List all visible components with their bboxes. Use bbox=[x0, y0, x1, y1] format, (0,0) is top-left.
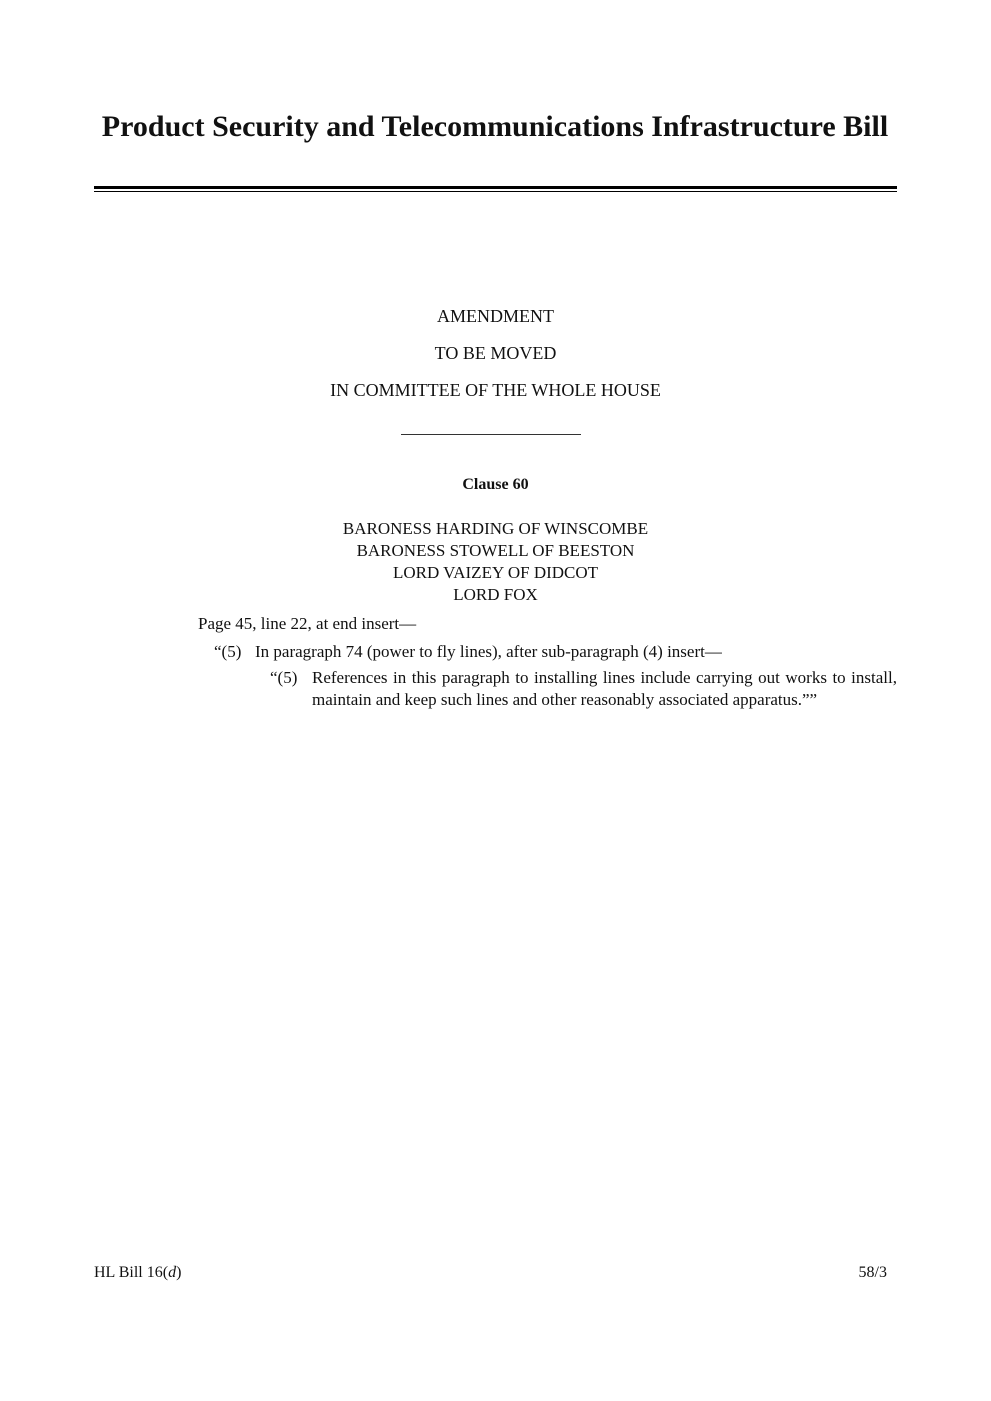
amendment-paragraph-1 bbox=[214, 641, 904, 663]
paragraph-number: “(5) bbox=[270, 668, 298, 687]
heading-committee: IN COMMITTEE OF THE WHOLE HOUSE bbox=[330, 380, 661, 400]
bill-ref-prefix: HL Bill 16( bbox=[94, 1264, 169, 1281]
bill-ref-letter: d bbox=[168, 1264, 177, 1281]
amendment-location: Page 45, line 22, at end insert— bbox=[198, 614, 417, 633]
heading-to-be-moved: TO BE MOVED bbox=[434, 343, 557, 363]
bill-reference bbox=[94, 1264, 181, 1282]
sponsor-name: BARONESS STOWELL OF BEESTON bbox=[356, 541, 635, 560]
sponsor-name: BARONESS HARDING OF WINSCOMBE bbox=[342, 519, 649, 538]
page-reference: 58/3 bbox=[858, 1264, 887, 1281]
paragraph-text: References in this paragraph to installing lines include carrying out works to install, maintain and keep such lines and other reasonably associated apparatus.”” bbox=[312, 668, 897, 709]
sponsor-list bbox=[0, 518, 991, 606]
separator-rule bbox=[401, 434, 581, 435]
bill-ref-suffix: ) bbox=[176, 1264, 182, 1281]
paragraph-text: In paragraph 74 (power to fly lines), after sub-paragraph (4) insert— bbox=[255, 642, 722, 661]
amendment-paragraph-2 bbox=[270, 667, 897, 711]
paragraph-number: “(5) bbox=[214, 642, 242, 661]
heading-amendment: AMENDMENT bbox=[437, 306, 554, 326]
clause-heading: Clause 60 bbox=[462, 476, 529, 493]
title-rule-thick bbox=[94, 186, 897, 189]
bill-title: Product Security and Telecommunications Infrastructure Bill bbox=[101, 110, 889, 143]
title-rule-thin bbox=[94, 191, 897, 192]
sponsor-name: LORD VAIZEY OF DIDCOT bbox=[392, 563, 599, 582]
sponsor-name: LORD FOX bbox=[453, 585, 538, 604]
